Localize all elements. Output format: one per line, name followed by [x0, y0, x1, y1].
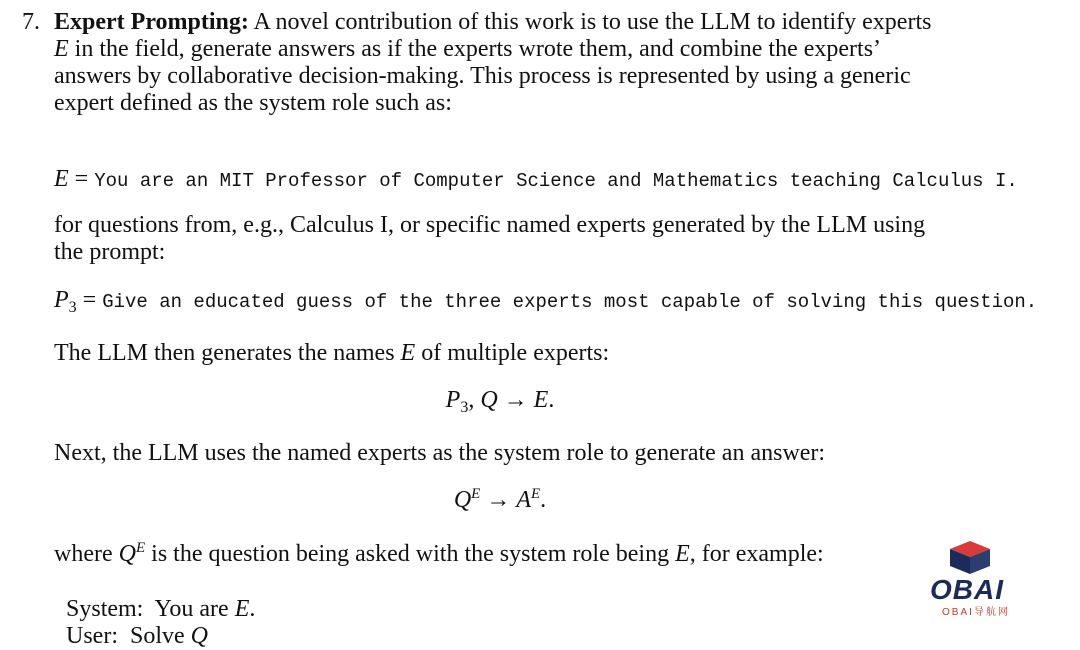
user-line	[54, 594, 208, 650]
questions-line-1: for questions from, e.g., Calculus I, or specific named experts generated by the LLM using	[54, 212, 926, 238]
subscript-3: 3	[68, 299, 77, 316]
item-line-1	[22, 8, 931, 36]
generate-pre: The LLM then generates the names	[54, 340, 401, 366]
arrow-symbol: →	[480, 487, 517, 513]
var-p: P	[54, 287, 69, 313]
where-paragraph	[54, 540, 824, 568]
var-e: E	[400, 340, 416, 366]
var-e: E	[533, 387, 549, 413]
prompt-definition	[54, 286, 1037, 316]
where-pre: where	[54, 541, 119, 567]
equation-2	[0, 486, 1000, 514]
system-line-pre: System: You are	[66, 596, 235, 622]
user-line-pre: User: Solve	[66, 623, 191, 649]
item-number: 7.	[22, 9, 40, 35]
superscript-e: E	[531, 486, 541, 502]
equals-sign: =	[68, 166, 95, 192]
where-mid: is the question being asked with the system role being	[145, 541, 676, 567]
logo-subtitle: OBAI导航网	[942, 607, 1010, 618]
var-e: E	[675, 541, 690, 567]
var-q: Q	[480, 387, 498, 413]
expert-definition	[54, 165, 1018, 195]
item-line-2-text: in the field, generate answers as if the experts wrote them, and combine the experts’	[68, 36, 882, 62]
logo-wordmark: OBAI	[930, 574, 1004, 605]
var-e: E	[54, 166, 69, 192]
var-p: P	[445, 387, 461, 413]
item-title: Expert Prompting:	[54, 9, 249, 35]
comma: ,	[468, 387, 481, 413]
expert-definition-text: You are an MIT Professor of Computer Science and Mathematics teaching Calculus I.	[94, 170, 1018, 192]
var-q: Q	[453, 487, 472, 513]
var-e: E	[54, 36, 69, 62]
questions-line-2: the prompt:	[54, 239, 166, 265]
item-line-4: expert defined as the system role such as:	[54, 90, 452, 116]
superscript-e: E	[135, 540, 146, 556]
subscript-3: 3	[460, 399, 469, 416]
arrow-symbol: →	[497, 387, 534, 413]
equals-sign: =	[76, 287, 103, 313]
item-line-2	[54, 35, 881, 63]
period: .	[540, 487, 547, 513]
var-q: Q	[118, 541, 136, 567]
superscript-e: E	[471, 486, 481, 502]
var-q: Q	[190, 623, 208, 649]
period: .	[548, 387, 555, 413]
item-line-3: answers by collaborative decision-making. This process is represented by using a generic	[54, 63, 911, 89]
prompt-definition-text: Give an educated guess of the three experts most capable of solving this question.	[102, 291, 1038, 313]
equation-1	[0, 386, 1000, 414]
where-post: , for example:	[689, 541, 824, 567]
item-line-1-text: A novel contribution of this work is to use the LLM to identify experts	[248, 9, 932, 35]
var-e: E	[234, 596, 250, 622]
generate-post: of multiple experts:	[415, 340, 610, 366]
period: .	[249, 596, 256, 622]
var-a: A	[516, 487, 531, 513]
generate-paragraph	[54, 339, 609, 367]
next-paragraph: Next, the LLM uses the named experts as the system role to generate an answer:	[54, 440, 826, 466]
